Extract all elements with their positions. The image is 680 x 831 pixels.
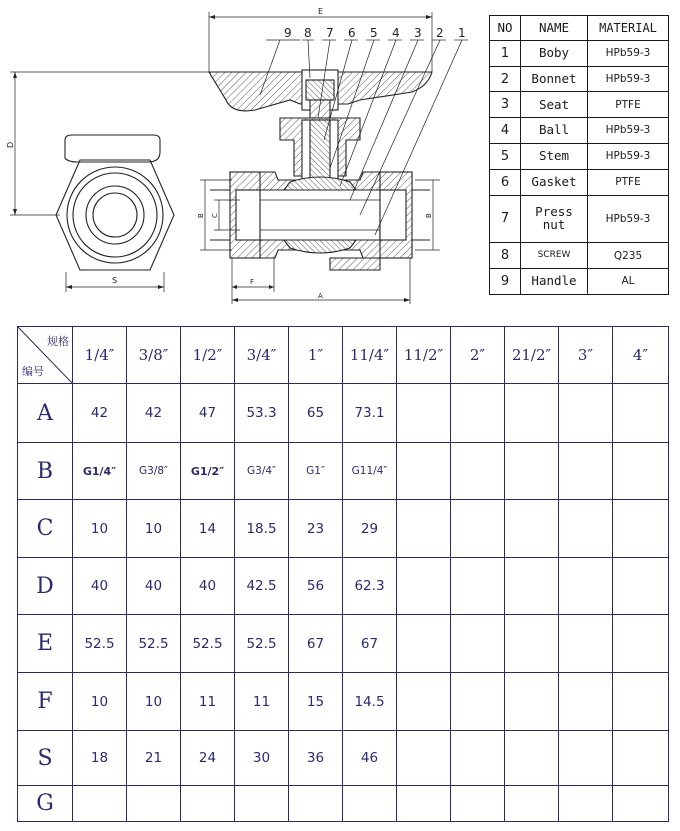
dimension-value: 40 (181, 558, 235, 615)
dimension-value: 52.5 (181, 615, 235, 673)
part-name: Gasket (521, 169, 588, 195)
dimension-value: 10 (127, 500, 181, 558)
dimension-value (613, 558, 669, 615)
dimension-value (613, 443, 669, 500)
dimension-value (505, 731, 559, 786)
part-no: 5 (490, 143, 521, 169)
size-header: 1/2″ (181, 327, 235, 384)
dimension-row (18, 731, 669, 786)
part-name: Bonnet (521, 66, 588, 92)
dimension-value: 29 (343, 500, 397, 558)
dimension-row (18, 615, 669, 673)
dimension-value (559, 558, 613, 615)
dimension-value (613, 731, 669, 786)
balloon-5: 5 (370, 26, 378, 40)
size-header: 1″ (289, 327, 343, 384)
dimension-value (451, 786, 505, 822)
corner-spec-label: 规格 (47, 335, 69, 348)
dimension-value: 46 (343, 731, 397, 786)
dimension-row (18, 443, 669, 500)
corner-code-label: 编号 (22, 365, 44, 378)
dimension-value (343, 786, 397, 822)
dimension-value: 42 (127, 384, 181, 443)
valve-drawing (0, 0, 480, 305)
material-table (489, 15, 669, 295)
dimension-value (559, 500, 613, 558)
dimension-value (613, 500, 669, 558)
part-material: HPb59-3 (588, 143, 669, 169)
dimension-value (559, 673, 613, 731)
dimension-value (397, 731, 451, 786)
dimension-value (613, 786, 669, 822)
size-header: 2″ (451, 327, 505, 384)
dimension-value: G1/4″ (73, 443, 127, 500)
dim-label-d: D (6, 141, 15, 148)
part-no: 8 (490, 243, 521, 269)
dimension-value: 42.5 (235, 558, 289, 615)
dimension-value: 47 (181, 384, 235, 443)
dimension-code: C (18, 500, 73, 558)
dimension-value (559, 384, 613, 443)
part-material: AL (588, 269, 669, 295)
dimension-code: E (18, 615, 73, 673)
part-no: 7 (490, 195, 521, 243)
dimension-value: G3/4″ (235, 443, 289, 500)
part-name: Seat (521, 92, 588, 118)
size-header: 3/4″ (235, 327, 289, 384)
dimension-value: G1″ (289, 443, 343, 500)
dimension-value: 52.5 (127, 615, 181, 673)
part-name: Boby (521, 40, 588, 66)
part-material: PTFE (588, 169, 669, 195)
header-material: MATERIAL (588, 16, 669, 41)
size-header: 11/4″ (343, 327, 397, 384)
part-name: Ball (521, 118, 588, 144)
dimension-value (397, 673, 451, 731)
dim-label-b-right: B (425, 213, 433, 218)
dimension-value: 52.5 (73, 615, 127, 673)
material-row (490, 66, 669, 92)
part-material: HPb59-3 (588, 195, 669, 243)
dimension-value (559, 786, 613, 822)
material-row (490, 169, 669, 195)
dimension-code: B (18, 443, 73, 500)
dim-label-c: C (211, 213, 219, 218)
dimension-value: G11/4″ (343, 443, 397, 500)
dimension-value (505, 615, 559, 673)
part-name: Stem (521, 143, 588, 169)
dimension-value (451, 558, 505, 615)
material-row (490, 92, 669, 118)
dimension-value (397, 443, 451, 500)
material-table-header (490, 16, 669, 41)
part-no: 2 (490, 66, 521, 92)
end-view (56, 135, 174, 292)
part-no: 4 (490, 118, 521, 144)
dimension-value (235, 786, 289, 822)
part-material: HPb59-3 (588, 118, 669, 144)
dimension-code: G (18, 786, 73, 822)
dim-label-b-left: B (197, 213, 205, 218)
dimension-value: 67 (289, 615, 343, 673)
part-no: 3 (490, 92, 521, 118)
dimension-value (505, 786, 559, 822)
dimension-value (451, 443, 505, 500)
dimension-value (505, 384, 559, 443)
material-row (490, 40, 669, 66)
dimension-value (613, 384, 669, 443)
dim-label-f: F (250, 278, 255, 286)
part-material: HPb59-3 (588, 66, 669, 92)
balloon-8: 8 (304, 26, 312, 40)
dimension-value (505, 558, 559, 615)
dimension-value (73, 786, 127, 822)
dimension-value: 73.1 (343, 384, 397, 443)
dimension-value: 56 (289, 558, 343, 615)
balloon-6: 6 (348, 26, 356, 40)
dimension-value: 30 (235, 731, 289, 786)
dimension-code: A (18, 384, 73, 443)
size-header: 11/2″ (397, 327, 451, 384)
dimension-table (17, 326, 669, 822)
part-name: Press nut (521, 195, 588, 243)
dimension-code: S (18, 731, 73, 786)
dimension-code: F (18, 673, 73, 731)
material-row (490, 143, 669, 169)
part-no: 1 (490, 40, 521, 66)
dimension-value: 10 (73, 673, 127, 731)
dimension-value: 53.3 (235, 384, 289, 443)
dimension-value: 24 (181, 731, 235, 786)
dim-label-e: E (318, 7, 324, 16)
dimension-code: D (18, 558, 73, 615)
dimension-value (451, 384, 505, 443)
dimension-value: 15 (289, 673, 343, 731)
balloon-numbers (284, 26, 466, 40)
dim-label-s: S (112, 276, 118, 285)
dimension-row (18, 500, 669, 558)
size-header: 1/4″ (73, 327, 127, 384)
balloon-3: 3 (414, 26, 422, 40)
size-header: 21/2″ (505, 327, 559, 384)
dimension-value (451, 500, 505, 558)
dimension-value (397, 384, 451, 443)
material-row (490, 195, 669, 243)
dimension-value: 21 (127, 731, 181, 786)
dimension-value (505, 500, 559, 558)
balloon-9: 9 (284, 26, 292, 40)
dimension-value: 52.5 (235, 615, 289, 673)
material-row (490, 269, 669, 295)
balloon-4: 4 (392, 26, 400, 40)
dimension-value (451, 615, 505, 673)
part-material: PTFE (588, 92, 669, 118)
material-row (490, 243, 669, 269)
dimension-value (505, 443, 559, 500)
balloon-2: 2 (436, 26, 444, 40)
dimension-value (397, 500, 451, 558)
dimension-row (18, 673, 669, 731)
dimension-value: 67 (343, 615, 397, 673)
dimension-value: 10 (127, 673, 181, 731)
dimension-value: 11 (235, 673, 289, 731)
dimension-value (451, 731, 505, 786)
part-no: 6 (490, 169, 521, 195)
dimension-value (289, 786, 343, 822)
dimension-value: 14.5 (343, 673, 397, 731)
dimension-row (18, 384, 669, 443)
part-material: Q235 (588, 243, 669, 269)
dimension-value: 18.5 (235, 500, 289, 558)
balloon-7: 7 (326, 26, 334, 40)
size-header: 3/8″ (127, 327, 181, 384)
part-name: SCREW (521, 243, 588, 269)
dimension-value (397, 786, 451, 822)
dimension-value (397, 615, 451, 673)
dimension-row (18, 786, 669, 822)
header-no: NO (490, 16, 521, 41)
dimension-value: G1/2″ (181, 443, 235, 500)
table-corner (18, 327, 73, 384)
dim-label-a: A (318, 292, 323, 300)
dimension-value (559, 615, 613, 673)
dimension-value: 40 (127, 558, 181, 615)
dimension-rows (18, 384, 669, 822)
dimension-value: 14 (181, 500, 235, 558)
dimension-value (559, 731, 613, 786)
dim-line-e (209, 12, 432, 72)
dimension-value (559, 443, 613, 500)
dimension-value: 11 (181, 673, 235, 731)
dimension-value (397, 558, 451, 615)
size-header: 4″ (613, 327, 669, 384)
dimension-value: 18 (73, 731, 127, 786)
part-no: 9 (490, 269, 521, 295)
header-name: NAME (521, 16, 588, 41)
dimension-value: 65 (289, 384, 343, 443)
dimension-value: 40 (73, 558, 127, 615)
dimension-value: 10 (73, 500, 127, 558)
dimension-value (127, 786, 181, 822)
material-row (490, 118, 669, 144)
dimension-value (505, 673, 559, 731)
dimension-value: G3/8″ (127, 443, 181, 500)
dimension-value (613, 673, 669, 731)
dimension-value (613, 615, 669, 673)
dimension-value (181, 786, 235, 822)
dimension-value: 23 (289, 500, 343, 558)
size-header-row (18, 327, 669, 384)
size-header: 3″ (559, 327, 613, 384)
dimension-value: 42 (73, 384, 127, 443)
dimension-row (18, 558, 669, 615)
dimension-value (451, 673, 505, 731)
part-name: Handle (521, 269, 588, 295)
balloon-1: 1 (458, 26, 466, 40)
part-material: HPb59-3 (588, 40, 669, 66)
dimension-value: 36 (289, 731, 343, 786)
dimension-value: 62.3 (343, 558, 397, 615)
